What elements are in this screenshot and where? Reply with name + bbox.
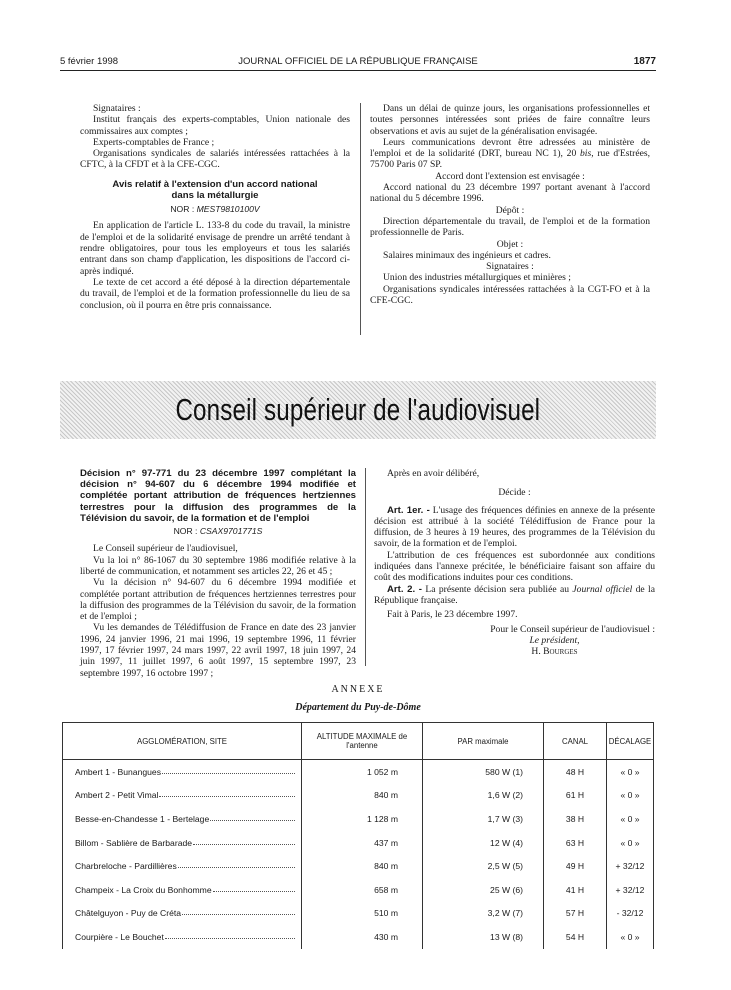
col-header-decalage: DÉCALAGE — [607, 723, 654, 760]
cell-decalage: « 0 » — [607, 784, 654, 808]
decision-p4: Vu les demandes de Télédiffusion de France en date des 23 janvier 1996, 24 janvier 1996, 21 mai 1996, 19 septembre 1996, 11 février 1997, 17 février 1997, 24 mars 1997, 22 avril 1997, 18 juin 1997, 24 juin 1997, 11 juillet 1997, 6 août 1997, 15 septembre 1997, 23 septembre 1997, 16 octobre 1997 ; — [80, 622, 356, 679]
cell-altitude: 1 128 m — [302, 807, 423, 831]
decision-p3: Vu la décision n° 94-607 du 6 décembre 1994 modifiée et complétée portant attribution de fréquences hertziennes terrestres pour la diffusion des programmes de la Télévision du savoir, de la formation et de l'emploi ; — [80, 577, 356, 623]
col-header-canal: CANAL — [544, 723, 607, 760]
table-row — [63, 902, 654, 926]
table-header-row — [63, 723, 654, 760]
president-title: Le président, — [529, 634, 580, 646]
cell-par: 1,6 W (2) — [423, 784, 544, 808]
signature-name: H. Bourges — [531, 646, 578, 658]
table-row — [63, 760, 654, 784]
table-row — [63, 831, 654, 855]
signataires-label: Signataires : — [93, 103, 141, 114]
decide-label: Décide : — [498, 487, 531, 499]
header-page-number: 1877 — [633, 56, 656, 67]
cell-par: 2,5 W (5) — [423, 854, 544, 878]
cell-canal: 48 H — [544, 760, 607, 784]
decision-nor: NOR : CSAX9701771S — [173, 526, 263, 537]
cell-par: 12 W (4) — [423, 831, 544, 855]
right-para1: Dans un délai de quinze jours, les organisations professionnelles et toutes personnes intéressées sont priées de faire connaître leurs observations et avis au sujet de la généralisation envisagée. — [370, 103, 650, 137]
article-1: Art. 1er. - L'usage des fréquences définies en annexe de la présente décision est attribué à la société Télédiffusion de France pour la diffusion, de 3 heures à 19 heures, des programmes de la Télévision du savoir, de la formation et de l'emploi. — [374, 504, 655, 550]
objet-text: Salaires minimaux des ingénieurs et cadres. — [383, 249, 551, 261]
fait-a-paris: Fait à Paris, le 23 décembre 1997. — [387, 609, 518, 621]
frequency-table — [62, 722, 654, 949]
cell-par: 13 W (8) — [423, 925, 544, 949]
cell-altitude: 1 052 m — [302, 760, 423, 784]
running-header — [60, 56, 656, 70]
cell-site: Champeix - La Croix du Bonhomme — [63, 878, 302, 902]
table-row — [63, 807, 654, 831]
article-2: Art. 2. - La présente décision sera publiée au Journal officiel de la République française. — [374, 583, 655, 606]
cell-altitude: 437 m — [302, 831, 423, 855]
annex-department: Département du Puy-de-Dôme — [295, 702, 421, 713]
deliberation-text: Après en avoir délibéré, — [387, 468, 480, 479]
cell-altitude: 658 m — [302, 878, 423, 902]
decision-separator — [365, 468, 366, 666]
cell-site: Ambert 2 - Petit Vimal — [63, 784, 302, 808]
pour-le-conseil: Pour le Conseil supérieur de l'audiovisuel : — [490, 623, 655, 635]
top-right-column — [370, 103, 650, 306]
decision-left-column — [80, 468, 356, 679]
cell-canal: 41 H — [544, 878, 607, 902]
col-header-altitude: ALTITUDE MAXIMALE de l'antenne — [302, 723, 423, 760]
table-row — [63, 784, 654, 808]
header-date: 5 février 1998 — [60, 56, 119, 67]
cell-site: Ambert 1 - Bunangues — [63, 760, 302, 784]
article-1-para2: L'attribution de ces fréquences est subordonnée aux conditions indiquées dans l'annexe précitée, le bénéficiaire faisant son affaire du coût des modifications induites pour ces conditions. — [374, 549, 655, 584]
org-text: Organisations syndicales intéressées rattachées à la CGT-FO et à la CFE-CGC. — [370, 283, 650, 307]
cell-decalage: + 32/12 — [607, 854, 654, 878]
decision-right-column — [374, 468, 655, 657]
cell-site: Besse-en-Chandesse 1 - Bertelage — [63, 807, 302, 831]
avis-nor: NOR : MEST9810100V — [170, 204, 260, 215]
cell-canal: 63 H — [544, 831, 607, 855]
column-separator — [360, 103, 361, 335]
avis-para1: En application de l'article L. 133-8 du code du travail, la ministre de l'emploi et de la solidarité envisage de prendre un arrêté tendant à rendre obligatoires, pour tous les employeurs et tous les salariés entrant dans son champ d'application, les dispositions de l'accord ci-après indiqué. — [80, 220, 350, 277]
table-row — [63, 925, 654, 949]
cell-decalage: + 32/12 — [607, 878, 654, 902]
cell-site: Courpière - Le Bouchet — [63, 925, 302, 949]
cell-decalage: - 32/12 — [607, 902, 654, 926]
cell-canal: 49 H — [544, 854, 607, 878]
cell-par: 1,7 W (3) — [423, 807, 544, 831]
header-journal-title: JOURNAL OFFICIEL DE LA RÉPUBLIQUE FRANÇAISE — [238, 56, 478, 67]
accord-label: Accord dont l'extension est envisagée : — [435, 170, 585, 182]
cell-par: 580 W (1) — [423, 760, 544, 784]
cell-canal: 38 H — [544, 807, 607, 831]
decision-p1: Le Conseil supérieur de l'audiovisuel, — [93, 543, 238, 555]
accord-text: Accord national du 23 décembre 1997 portant avenant à l'accord national du 5 décembre 1996. — [370, 182, 650, 205]
cell-altitude: 840 m — [302, 784, 423, 808]
cell-canal: 54 H — [544, 925, 607, 949]
cell-par: 25 W (6) — [423, 878, 544, 902]
cell-decalage: « 0 » — [607, 760, 654, 784]
col-header-par: PAR maximale — [423, 723, 544, 760]
union-text: Union des industries métallurgiques et minières ; — [383, 272, 571, 284]
cell-altitude: 840 m — [302, 854, 423, 878]
cell-canal: 61 H — [544, 784, 607, 808]
objet-label: Objet : — [496, 238, 524, 250]
cell-site: Charbreloche - Pardillières — [63, 854, 302, 878]
table-row — [63, 854, 654, 878]
section-banner — [60, 381, 656, 439]
experts-text: Experts-comptables de France ; — [93, 136, 215, 148]
avis-para2: Le texte de cet accord a été déposé à la direction départementale du travail, de l'emploi et de la formation professionnelle du lieu de sa conclusion, où il pourra en être pris connaissance. — [80, 276, 350, 311]
cell-canal: 57 H — [544, 902, 607, 926]
decision-p2: Vu la loi n° 86-1067 du 30 septembre 1986 modifiée relative à la liberté de communication, et notamment ses articles 22, 26 et 45 ; — [80, 554, 356, 577]
cell-site: Billom - Sablière de Barbarade — [63, 831, 302, 855]
organisations-text: Organisations syndicales de salariés intéressées rattachées à la CFTC, à la CFDT et à la CFE-CGC. — [80, 148, 350, 171]
cell-site: Châtelguyon - Puy de Créta — [63, 902, 302, 926]
annex-title: ANNEXE — [331, 684, 385, 695]
top-left-column — [80, 103, 350, 311]
depot-label: Dépôt : — [495, 204, 525, 216]
signataires-text: Institut français des experts-comptables, Union nationale des commissaires aux comptes ; — [80, 114, 350, 137]
cell-par: 3,2 W (7) — [423, 902, 544, 926]
signataires-label-right: Signataires : — [486, 261, 534, 273]
col-header-site: AGGLOMÉRATION, SITE — [63, 723, 302, 760]
table-row — [63, 878, 654, 902]
right-para2: Leurs communications devront être adressées au ministère de l'emploi et de la solidarité (DRT, bureau NC 1), 20 bis, rue d'Estrées, 75700 Paris 07 SP. — [370, 136, 650, 171]
avis-title-line1: Avis relatif à l'extension d'un accord national — [112, 178, 318, 190]
cell-decalage: « 0 » — [607, 807, 654, 831]
cell-decalage: « 0 » — [607, 925, 654, 949]
header-rule — [60, 70, 656, 71]
avis-title-line2: dans la métallurgie — [171, 189, 259, 201]
section-title: Conseil supérieur de l'audiovisuel — [175, 392, 541, 427]
cell-altitude: 430 m — [302, 925, 423, 949]
cell-altitude: 510 m — [302, 902, 423, 926]
decision-title: Décision n° 97-771 du 23 décembre 1997 complétant la décision n° 94-607 du 6 décembre 1994 modifiée et complétée portant attribution de fréquences hertziennes terrestres pour la diffusion des programmes de la Télévision du savoir, de la formation et de l'emploi — [80, 468, 356, 524]
depot-text: Direction départementale du travail, de l'emploi et de la formation professionnelle de Paris. — [370, 215, 650, 239]
cell-decalage: « 0 » — [607, 831, 654, 855]
